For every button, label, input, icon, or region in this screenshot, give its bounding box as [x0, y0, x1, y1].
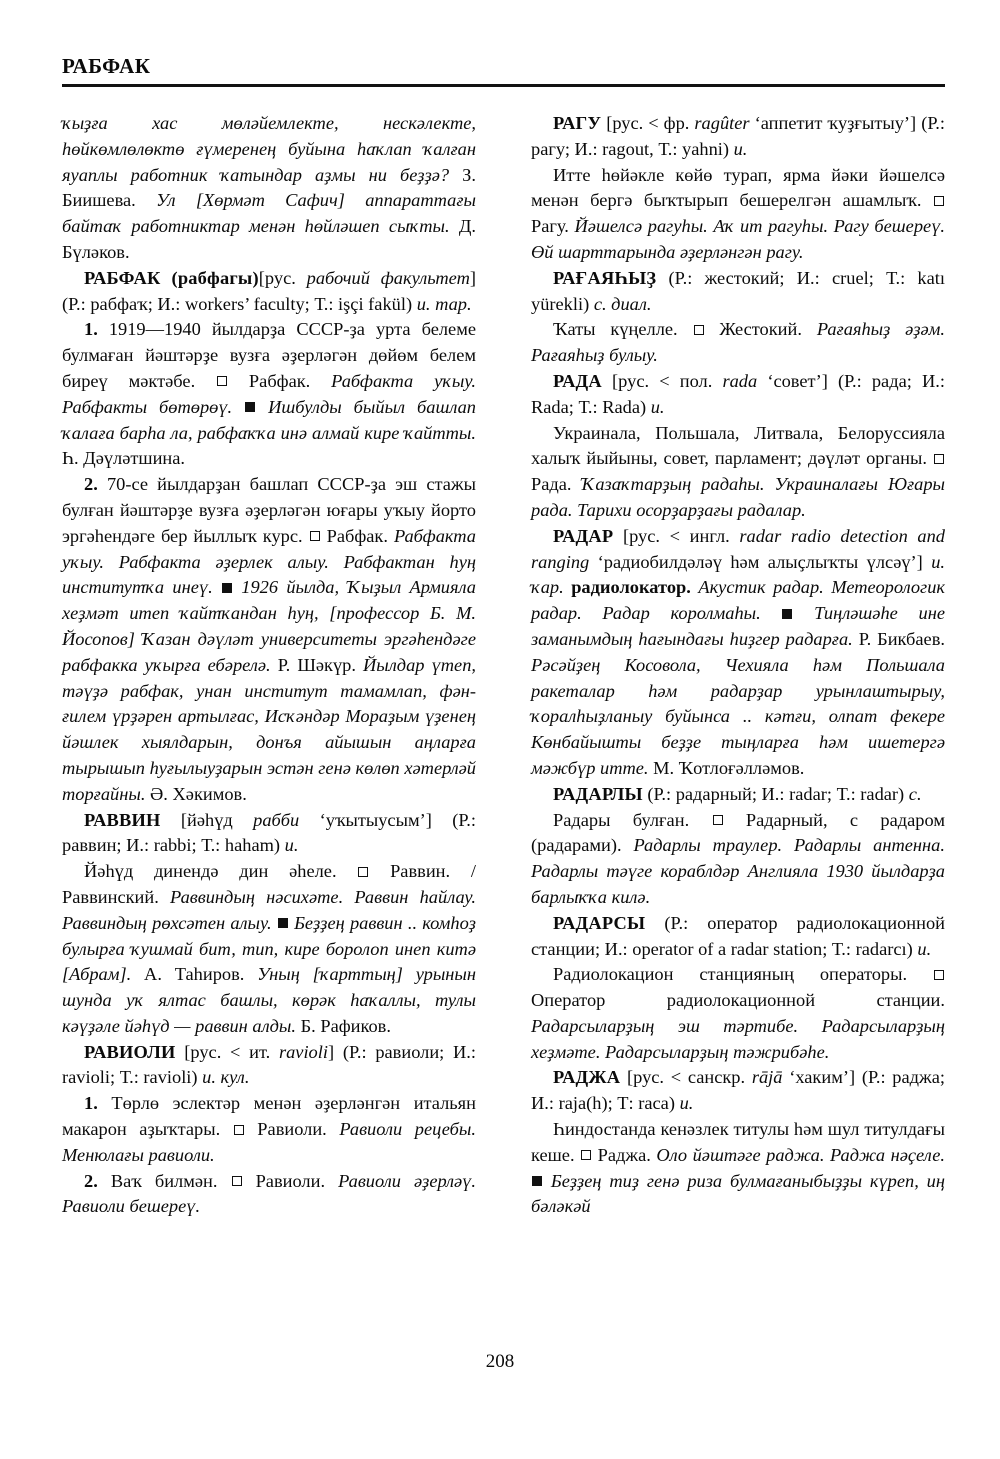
headword: РАДАРЛЫ: [553, 783, 643, 804]
headword: РАДАРСЫ: [553, 912, 646, 933]
filled-square-icon: [222, 583, 232, 593]
sense-examples: Равиоли әҙерләү. Равиоли бешереү.: [62, 1170, 476, 1217]
two-column-body: [62, 111, 945, 1220]
sense-citation-source: Р. Шәкүр.: [270, 654, 364, 675]
sense-1-radarly: [531, 808, 945, 911]
etymology-close: ]: [327, 1041, 335, 1062]
entry-headline-radar: [531, 524, 945, 782]
sense-citation-source: А. Таһиров.: [131, 964, 258, 985]
sense-1-radarsy: [531, 962, 945, 1065]
grammar-label: и. тар.: [412, 293, 472, 314]
etymology-close: ‘радиобилдәләү һәм алыҫлыҡты үлсәү’]: [589, 551, 923, 572]
headword: РАҒАЯҺЫҘ: [553, 267, 657, 288]
etymology-source: рабочий факультет: [306, 267, 470, 288]
sense-1-ravvin: [62, 859, 476, 1040]
sense-2-rabfak: [62, 472, 476, 807]
continuation-quote-2: Ул [Хөрмәт Сафич] аппараттағы байтаҡ работниктар менән һөйләшеп сыҡты.: [62, 190, 476, 237]
sense-number: 2.: [84, 1170, 98, 1191]
sense-examples: Акустик радар. Метеорологик радар. Радар королмаһы.: [531, 577, 945, 624]
entry-headline-ravvin: [62, 808, 476, 860]
etymology-source: rājā: [751, 1067, 783, 1088]
translation-gloss: (Р.: равиоли; И.: ravioli; Т.: ravioli): [62, 1041, 476, 1088]
sense-translation: Раджа.: [597, 1144, 657, 1165]
left-column: [62, 111, 476, 1220]
open-square-icon: [694, 325, 704, 335]
sense-1-ragayahyz: [531, 317, 945, 369]
etymology-source: ragûter: [694, 113, 750, 133]
running-head: РАБФАК: [62, 54, 151, 78]
grammar-label: и.: [646, 396, 665, 417]
entry-headline-rada: [531, 369, 945, 421]
translation-gloss: (Р.: раввин; И.: rabbi; Т.: haham): [62, 809, 476, 856]
entry-headline-rabfak: [62, 266, 476, 318]
grammar-label: с.: [904, 783, 922, 804]
sense-examples: Рағаяһыҙ әҙәм. Рағаяһыҙ булыу.: [531, 319, 945, 366]
etymology-close: ‘уҡытыусым’]: [299, 809, 432, 830]
grammar-label: с. диал.: [589, 293, 652, 314]
sense-2-ravioli: [62, 1169, 476, 1221]
etymology-open: [рус.: [258, 267, 307, 288]
filled-square-icon: [532, 1176, 542, 1186]
entry-headline-ragu: [531, 111, 945, 163]
etymology-open: [рус. < пол.: [612, 370, 723, 391]
sense-citation: Ишбулды быйыл башлап ҡалаға барһа ла, рабфаҡҡа инә алмай кире ҡайтты.: [62, 396, 476, 443]
header-rule: [62, 84, 945, 87]
entry-headline-radarsy: [531, 911, 945, 963]
sense-examples: Радарлы траулер. Радарлы антенна. Радарлы тәүге кораблдәр Англияла 1930 йылдарҙа барлыҡҡа килә.: [531, 835, 945, 907]
sense-examples: Рабфакта уҡыу. Рабфакты бөтөрөү.: [62, 370, 476, 417]
headword: РАВИОЛИ: [84, 1041, 176, 1062]
etymology-source: ravioli: [278, 1041, 328, 1062]
sense-translation: Рада.: [531, 474, 582, 495]
sense-citation-source-2: М. Ҡотлоғәлләмов.: [648, 757, 805, 778]
filled-square-icon: [278, 918, 288, 928]
grammar-label: и. кул.: [197, 1067, 250, 1088]
entry-headline-ravioli: [62, 1040, 476, 1092]
grammar-label: и.: [729, 138, 748, 159]
sense-citation: Тиңләшәһе ине заманымдың һағындағы һиҙгер радарға.: [531, 603, 945, 649]
sense-1-ragu: [531, 163, 945, 266]
sense-definition: 1919—1940 йылдарҙа СССР-ҙа урта белеме булмаған йәштәрҙе вузға әҙерләгән дөйөм белем биреү мәктәбе.: [62, 319, 476, 391]
sense-citation-source: Р. Бикбаев.: [852, 628, 945, 649]
grammar-label: и.: [674, 1093, 694, 1114]
continuation-source-1: З. Биишева.: [62, 164, 476, 211]
headword: РАДЖА: [553, 1067, 621, 1088]
etymology-open: [рус. < фр.: [606, 113, 695, 133]
etymology-close: ‘хаким’]: [782, 1067, 856, 1088]
etymology-source: radar radio detection and ranging: [531, 525, 945, 572]
sense-citation-source-2: Ә. Хәкимов.: [145, 783, 247, 804]
open-square-icon: [934, 970, 944, 980]
filled-square-icon: [245, 402, 255, 412]
sense-translation: Равиоли.: [255, 1170, 339, 1191]
filled-square-icon: [782, 609, 792, 619]
sense-number: 2.: [84, 474, 98, 495]
sense-citation-source: Һ. Дәүләтшина.: [62, 448, 186, 469]
entry-headline-radzha: [531, 1065, 945, 1117]
page-number: 208: [485, 1351, 515, 1372]
sense-citation-2: Йылдар үтеп, тәүҙә рабфак, унан институт тамамлап, фән-ғилем үрҙәрен артылғас, Исҡәндәр Мораҙым үҙенең йәшлек хыялдарын, донъя айышын аңларға тырышып һуғылыуҙарын эстән генә көлөп хәтерләй торғайны.: [62, 654, 476, 804]
sense-definition: Итте һөйәкле көйө турап, ярма йәки йәшелсә менән бергә быҡтырып бешерелгән ашамлыҡ.: [531, 164, 945, 211]
sense-1-radzha: [531, 1117, 945, 1220]
sense-translation: Равиоли.: [257, 1119, 340, 1140]
etymology-source: rada: [722, 370, 758, 391]
open-square-icon: [934, 196, 944, 206]
sense-translation: Раввин. / Раввинский.: [62, 861, 476, 907]
headword: РАВВИН: [84, 809, 161, 830]
etymology-open: [рус. < ит.: [184, 1041, 279, 1062]
right-column: [531, 111, 945, 1220]
headword: РАБФАК (рабфагы): [84, 267, 259, 288]
sense-citation-2: Уның [ҡарттың] урынын шунда уҡ ялтас башлы, көрәк һаҡаллы, тулы кәүҙәле йәһүд — раввин алды.: [62, 964, 477, 1036]
open-square-icon: [934, 454, 944, 464]
grammar-label: и. ҡар.: [531, 551, 946, 598]
grammar-label: и.: [912, 938, 932, 959]
sense-definition: Украинала, Польшала, Литвала, Белоруссияла халыҡ йыйыны, совет, парламент; дәүләт органы.: [531, 422, 945, 469]
etymology-close: ]: [469, 267, 476, 288]
sense-examples: Оло йәштәге раджа. Раджа нәҫеле.: [656, 1144, 945, 1165]
sense-translation: Рабфак.: [248, 370, 332, 391]
sense-definition: Радары булған.: [553, 809, 712, 830]
sense-examples: Рабфакта уҡыу. Рабфакта әҙерлек алыу. Рабфактан һуң институтҡа инеү.: [62, 525, 476, 598]
open-square-icon: [713, 815, 723, 825]
sense-citation-2: Рәсәйҙең Косовола, Чехияла һәм Польшала ракеталар һәм радарҙар урынлаштырыу, ҡоралһыҙланыу буйынса .. кәтғи, олпат фекере Көнбайышты беҙҙе тыңларға һәм ишетергә мәжбүр итте.: [531, 654, 945, 778]
cross-reference: радиолокатор.: [571, 577, 691, 598]
sense-number: 1.: [84, 1093, 98, 1114]
translation-gloss: (Р.: рабфаҡ; И.: workers’ faculty; Т.: işçi fakül): [62, 293, 413, 314]
sense-1-ravioli: [62, 1091, 476, 1168]
sense-definition: Радиолокацион станцияның операторы.: [553, 964, 933, 985]
translation-gloss: (Р.: рада; И.: Rada; Т.: Rada): [531, 370, 945, 417]
sense-translation: Оператор радиолокационной станции.: [531, 990, 945, 1011]
etymology-close: ‘совет’]: [757, 370, 828, 391]
sense-citation: Беҙҙең тиҙ генә риза булмағаныбыҙҙы күреп, иң бәләкәй: [531, 1170, 945, 1217]
open-square-icon: [358, 867, 368, 877]
sense-definition: Ваҡ билмән.: [97, 1170, 231, 1191]
open-square-icon: [232, 1176, 242, 1186]
open-square-icon: [310, 531, 320, 541]
sense-translation: Рагу.: [531, 216, 575, 237]
sense-1-rada: [531, 421, 945, 524]
sense-definition: Төрлө эслектәр менән әҙерләнгән итальян макарон аҙыҡтары.: [62, 1093, 476, 1140]
sense-examples: Равиоли рецебы. Менюлағы равиоли.: [62, 1119, 476, 1165]
sense-examples: Йәшелсә рагуһы. Аҡ ит рагуһы. Рагу бешереү. Өй шарттарында әҙерләнгән рагу.: [531, 216, 945, 262]
translation-gloss: (Р.: радарный; И.: radar; Т.: radar): [647, 783, 905, 804]
sense-translation: Рабфак.: [326, 525, 394, 546]
sense-definition: Ҡаты күңелле.: [553, 319, 693, 340]
open-square-icon: [217, 376, 227, 386]
etymology-source: рабби: [253, 809, 300, 830]
sense-citation: Беҙҙең раввин .. комһоҙ булырға ҡушмай бит, тип, кире боролоп инеп китә [Абрам].: [62, 912, 476, 985]
open-square-icon: [234, 1125, 244, 1135]
etymology-open: [йәһүд: [180, 809, 254, 830]
sense-citation: 1926 йылда, Ҡыҙыл Армияла хеҙмәт итеп ҡайтҡандан һуң, [профессор Б. М. Йосопов] Ҡазан дәүләт университеты эргәһендәге рабфакка уҡырға ебәрелә.: [62, 577, 476, 675]
headword: РАДАР: [553, 525, 614, 546]
translation-gloss: (Р.: оператор радиолокационной станции; И.: operator of a radar station; Т.: radarcı): [531, 912, 945, 959]
sense-definition: Йәһүд динендә дин әһеле.: [84, 861, 358, 882]
translation-gloss: (Р.: рагу; И.: ragout, Т.: yahni): [531, 113, 945, 159]
continuation-source-2: Д. Бүләков.: [62, 216, 476, 262]
continuation-paragraph: [62, 111, 476, 266]
sense-examples: Радарсыларҙың эш тәртибе. Радарсыларҙың хеҙмәте. Радарсыларҙың тәжрибәһе.: [531, 1015, 945, 1062]
sense-translation: Радарный, с радаром (радарами).: [531, 809, 945, 856]
grammar-label: и.: [280, 835, 299, 856]
translation-gloss: (Р.: жестокий; И.: cruel; Т.: katı yürekli): [531, 267, 945, 314]
headword: РАДА: [553, 370, 602, 391]
sense-translation: Жестокий.: [719, 319, 817, 340]
etymology-open: [рус. < ингл.: [622, 525, 740, 546]
sense-definition: Һиндостанда кенәзлек титулы һәм шул титулдағы кеше.: [531, 1119, 945, 1165]
entry-headline-ragayahyz: [531, 266, 945, 318]
sense-examples: Раввиндың нәсихәте. Раввин һайлау. Раввиндың рөхсәтен алыу.: [62, 886, 476, 933]
continuation-quote-1: ҡыҙға хас мөләйемлекте, нескәлекте, һөйкөмлөлөктө ғүмеренең буйына һаҡлап ҡалған яуаплы работник ҡатындар аҙмы ни беҙҙә?: [62, 113, 476, 185]
sense-citation-source-2: Б. Рафиков.: [295, 1015, 391, 1036]
entry-headline-radarly: [531, 782, 945, 808]
sense-1-rabfak: [62, 317, 476, 472]
headword: РАГУ: [553, 113, 602, 133]
etymology-open: [рус. < санскр.: [627, 1067, 752, 1088]
etymology-close: ‘аппетит ҡуҙғытыу’]: [749, 113, 917, 133]
sense-definition: 70-се йылдарҙан башлап СССР-ҙа эш стажы булған йәштәрҙе вузға әҙерләгән юғары уҡыу йорто эргәһендәге бер йыллыҡ курс.: [62, 474, 476, 546]
translation-gloss: (Р.: раджа; И.: raja(h); Т: raca): [531, 1067, 945, 1114]
open-square-icon: [581, 1150, 591, 1160]
sense-number: 1.: [84, 319, 98, 340]
sense-examples: Ҡазаҡтарҙың радаһы. Украиналағы Юғары рада. Тарихи осорҙарҙағы радалар.: [531, 474, 946, 520]
